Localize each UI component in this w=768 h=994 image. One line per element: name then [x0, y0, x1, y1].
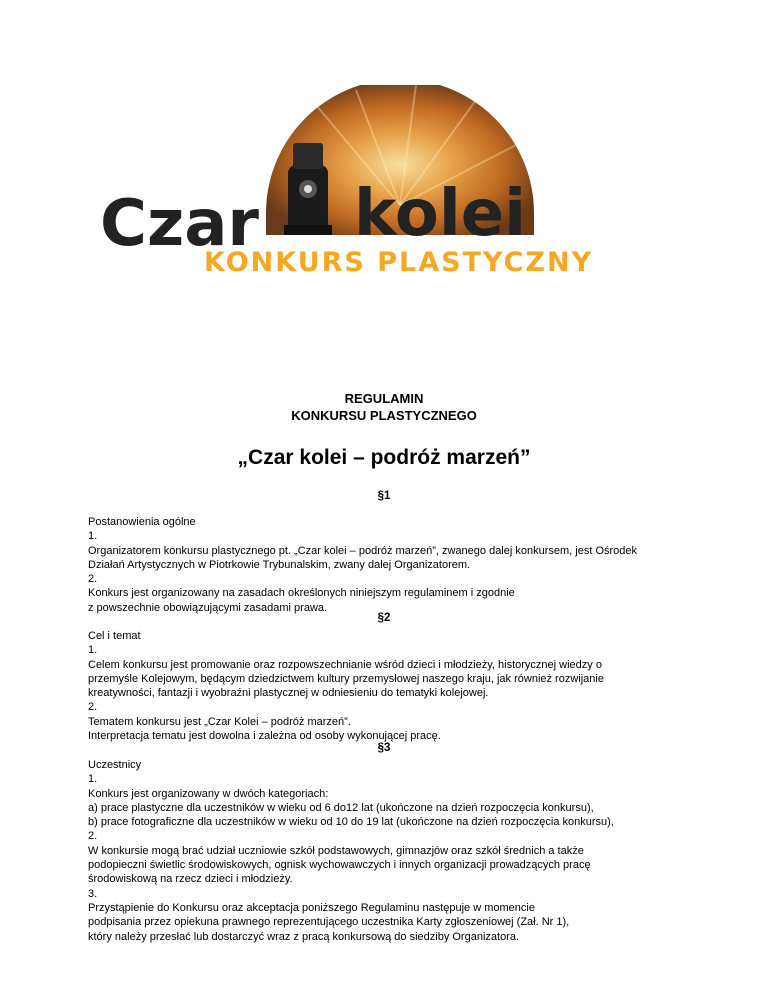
logo-word-czar: Czar: [100, 187, 259, 261]
section-mark-3: §3: [377, 742, 391, 754]
logo-subtitle: KONKURS PLASTYCZNY: [204, 247, 594, 278]
section-2-line: kreatywności, fantazji i wyobraźni plastycznej w odniesieniu do tematyki kolejowej.: [88, 687, 489, 700]
section-1-line: 1.: [88, 530, 98, 543]
section-mark-2: §2: [377, 612, 391, 624]
section-3-line: który należy przesłać lub dostarczyć wraz z pracą konkursową do siedziby Organizatora.: [88, 930, 520, 943]
section-2-line: Cel i temat: [88, 630, 141, 642]
section-1-line: Działań Artystycznych w Piotrkowie Trybunalskim, zwany dalej Organizatorem.: [88, 558, 471, 571]
section-2-line: Interpretacja tematu jest dowolna i zależna od osoby wykonującej pracę.: [88, 730, 441, 743]
section-1-line: 2.: [88, 573, 98, 586]
section-3-line: W konkursie mogą brać udział uczniowie szkół podstawowych, gimnazjów oraz szkół średnich a także: [88, 844, 584, 857]
heading-line-2: KONKURSU PLASTYCZNEGO: [291, 408, 477, 423]
section-2-line: Celem konkursu jest promowanie oraz rozpowszechnianie wśród dzieci i młodzieży, historycznej wiedzy o: [88, 658, 602, 671]
section-3-line: podopieczni świetlic środowiskowych, ognisk wychowawczych i innych organizacji prowadzących pracę: [88, 859, 591, 872]
czar-kolei-logo: [96, 85, 656, 285]
section-3-line: Uczestnicy: [88, 759, 142, 771]
section-1-text: [88, 515, 688, 615]
section-2-line: Tematem konkursu jest „Czar Kolei – podróż marzeń”.: [88, 715, 351, 728]
section-2-text: [88, 629, 688, 743]
logo-word-kolei: kolei: [354, 177, 527, 251]
section-3-line: Konkurs jest organizowany w dwóch kategoriach:: [88, 787, 329, 800]
section-3-line: 2.: [88, 830, 98, 843]
section-1-line: z powszechnie obowiązującymi zasadami prawa.: [88, 601, 328, 614]
section-1-line: Postanowienia ogólne: [88, 516, 196, 528]
section-2-line: 2.: [88, 701, 98, 714]
section-3-line: podpisania przez opiekuna prawnego reprezentującego uczestnika Karty zgłoszeniowej (Zał. Nr 1),: [88, 916, 570, 929]
section-3-line: 1.: [88, 773, 98, 786]
contest-title: „Czar kolei – podróż marzeń”: [237, 446, 531, 469]
section-1-line: Organizatorem konkursu plastycznego pt. „Czar kolei – podróż marzeń”, zwanego dalej konkursem, jest Ośrodek: [88, 544, 638, 557]
section-3-line: Przystąpienie do Konkursu oraz akceptacja poniższego Regulaminu następuje w momencie: [88, 901, 535, 914]
heading-line-1: REGULAMIN: [344, 391, 424, 406]
section-3-text: [88, 758, 688, 944]
heading-regulamin: [0, 390, 768, 424]
section-1-line: Konkurs jest organizowany na zasadach określonych niniejszym regulaminem i zgodnie: [88, 587, 515, 600]
section-2-line: przemyśle Kolejowym, będącym dziedzictwem kultury przemysłowej naszego kraju, jak również rozwijanie: [88, 672, 604, 685]
section-3-line: 3.: [88, 887, 98, 900]
section-2-line: 1.: [88, 644, 98, 657]
section-mark-1: §1: [377, 490, 391, 502]
section-3-line: a) prace plastyczne dla uczestników w wieku od 6 do12 lat (ukończone na dzień rozpoczęcia konkursu),: [88, 801, 594, 814]
section-3-line: b) prace fotograficzne dla uczestników w wieku od 10 do 19 lat (ukończone na dzień rozpoczęcia konkursu),: [88, 816, 614, 829]
section-3-line: środowiskową na rzecz dzieci i młodzieży.: [88, 873, 293, 886]
